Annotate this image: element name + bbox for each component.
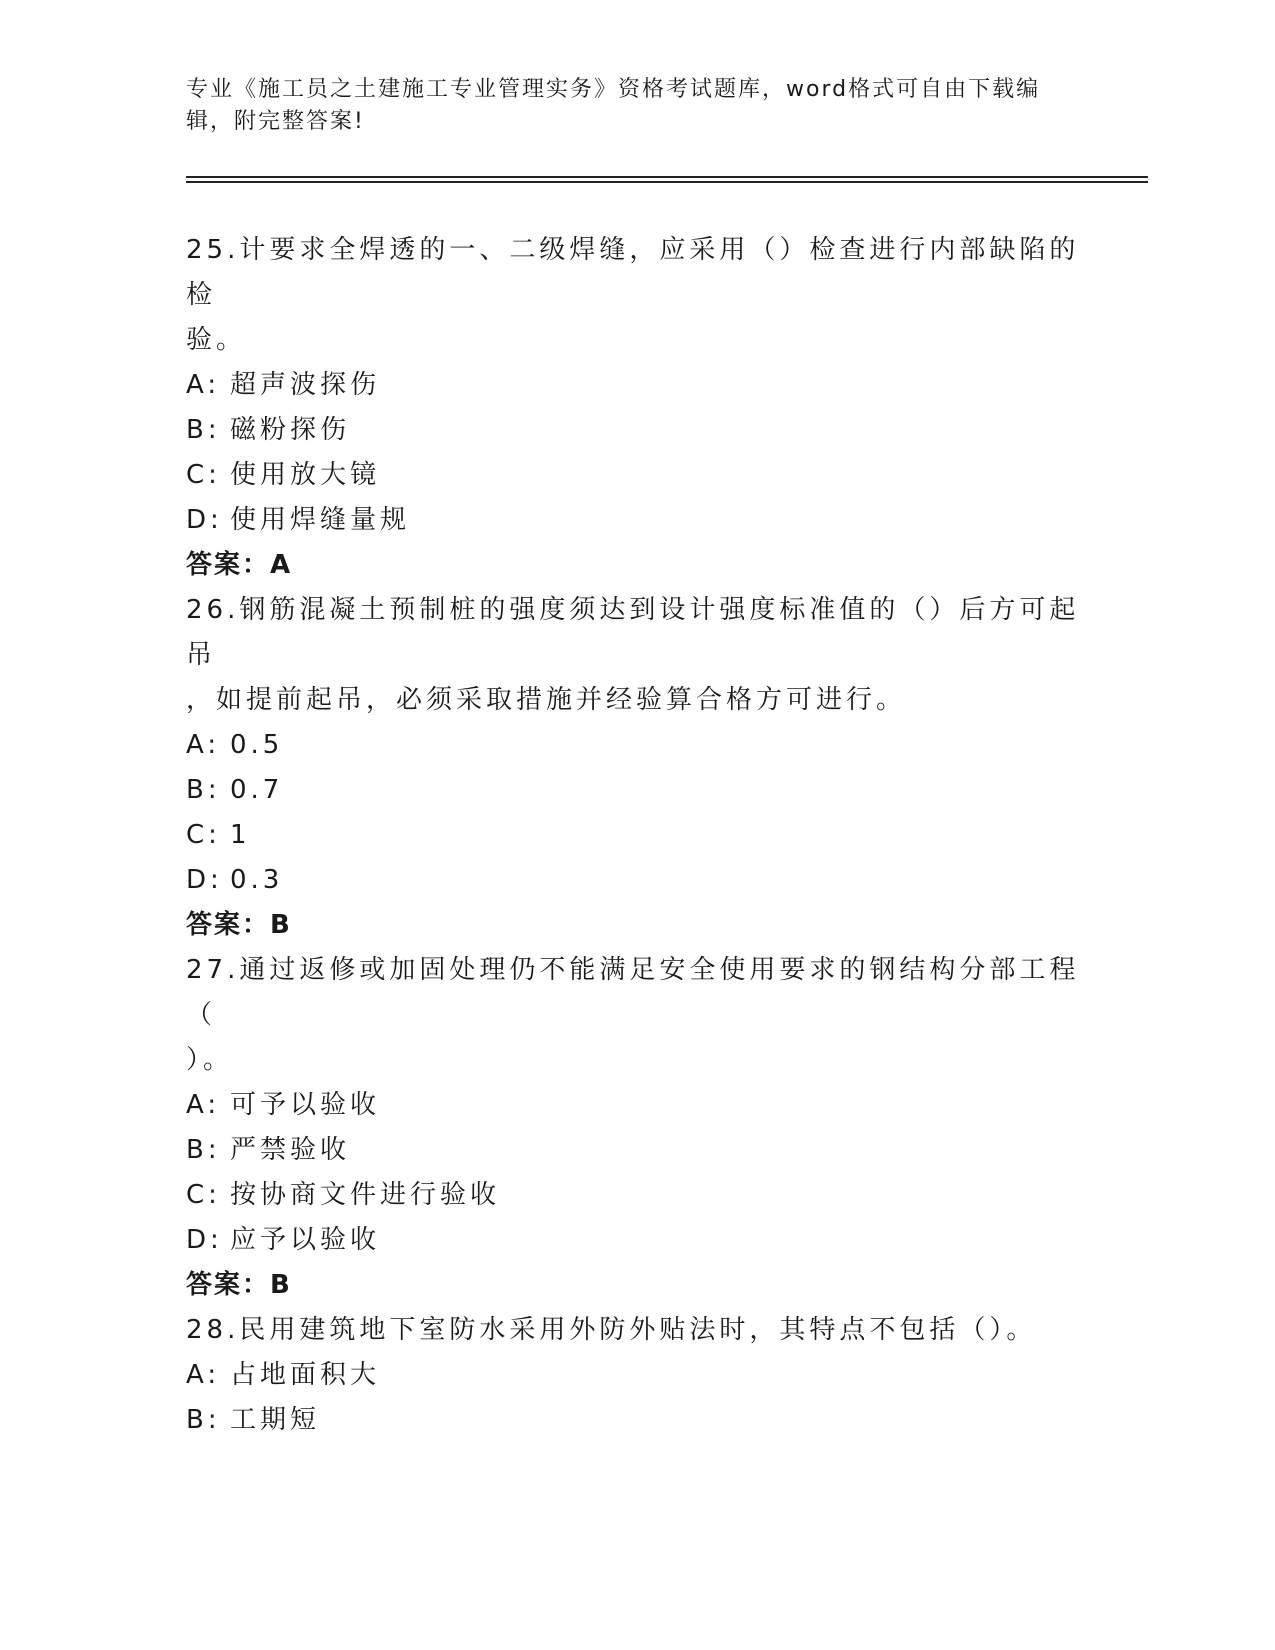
question-stem-line-1: 25.计要求全焊透的一、二级焊缝，应采用（）检查进行内部缺陷的检 bbox=[186, 235, 1080, 310]
option-c bbox=[186, 813, 1086, 858]
document-header bbox=[186, 74, 1086, 138]
option-text: 按协商文件进行验收 bbox=[230, 1180, 501, 1210]
option-text: 磁粉探伤 bbox=[230, 415, 351, 445]
option-a bbox=[186, 723, 1086, 768]
option-a bbox=[186, 1083, 1086, 1128]
option-text: 可予以验收 bbox=[230, 1090, 381, 1120]
question-28 bbox=[186, 1308, 1086, 1443]
answer: 答案：B bbox=[186, 1270, 292, 1300]
option-key: A: bbox=[186, 1090, 221, 1120]
option-key: B: bbox=[186, 1135, 221, 1165]
answer: 答案：A bbox=[186, 550, 293, 580]
option-d bbox=[186, 498, 1086, 543]
option-text: 占地面积大 bbox=[230, 1360, 381, 1390]
question-stem-line-1: 26.钢筋混凝土预制桩的强度须达到设计强度标准值的（）后方可起吊 bbox=[186, 595, 1080, 670]
header-line-2: 辑，附完整答案! bbox=[186, 109, 365, 134]
option-b bbox=[186, 408, 1086, 453]
option-a bbox=[186, 363, 1086, 408]
option-text: 1 bbox=[230, 820, 251, 850]
option-c bbox=[186, 1173, 1086, 1218]
option-key: C: bbox=[186, 820, 221, 850]
question-stem-line-2: ）。 bbox=[186, 1045, 234, 1075]
question-stem-line-1: 27.通过返修或加固处理仍不能满足安全使用要求的钢结构分部工程（ bbox=[186, 955, 1080, 1030]
option-key: A: bbox=[186, 370, 221, 400]
option-b bbox=[186, 768, 1086, 813]
option-text: 0.7 bbox=[230, 775, 284, 805]
option-key: A: bbox=[186, 730, 221, 760]
option-key: C: bbox=[186, 1180, 221, 1210]
option-key: D: bbox=[186, 865, 223, 895]
question-25 bbox=[186, 228, 1086, 588]
option-text: 应予以验收 bbox=[230, 1225, 381, 1255]
option-text: 0.3 bbox=[230, 865, 284, 895]
option-d bbox=[186, 858, 1086, 903]
option-key: A: bbox=[186, 1360, 221, 1390]
option-key: B: bbox=[186, 415, 221, 445]
question-26 bbox=[186, 588, 1086, 948]
option-c bbox=[186, 453, 1086, 498]
option-key: C: bbox=[186, 460, 221, 490]
option-text: 使用焊缝量规 bbox=[230, 505, 411, 535]
option-text: 超声波探伤 bbox=[230, 370, 381, 400]
option-d bbox=[186, 1218, 1086, 1263]
option-a bbox=[186, 1353, 1086, 1398]
question-stem-line-2: ，如提前起吊，必须采取措施并经验算合格方可进行。 bbox=[186, 685, 907, 715]
option-text: 工期短 bbox=[230, 1405, 321, 1435]
option-key: D: bbox=[186, 1225, 223, 1255]
question-stem-line-1: 28.民用建筑地下室防水采用外防外贴法时，其特点不包括（）。 bbox=[186, 1315, 1037, 1345]
answer: 答案：B bbox=[186, 910, 292, 940]
option-text: 使用放大镜 bbox=[230, 460, 381, 490]
option-b bbox=[186, 1398, 1086, 1443]
option-text: 0.5 bbox=[230, 730, 284, 760]
question-stem-line-2: 验。 bbox=[186, 325, 247, 355]
option-key: B: bbox=[186, 1405, 221, 1435]
option-text: 严禁验收 bbox=[230, 1135, 351, 1165]
option-key: B: bbox=[186, 775, 221, 805]
question-27 bbox=[186, 948, 1086, 1308]
header-divider-bottom bbox=[186, 181, 1148, 183]
header-line-1: 专业《施工员之土建施工专业管理实务》资格考试题库，word格式可自由下载编 bbox=[186, 77, 1041, 102]
option-b bbox=[186, 1128, 1086, 1173]
header-divider-top bbox=[186, 176, 1148, 178]
option-key: D: bbox=[186, 505, 223, 535]
